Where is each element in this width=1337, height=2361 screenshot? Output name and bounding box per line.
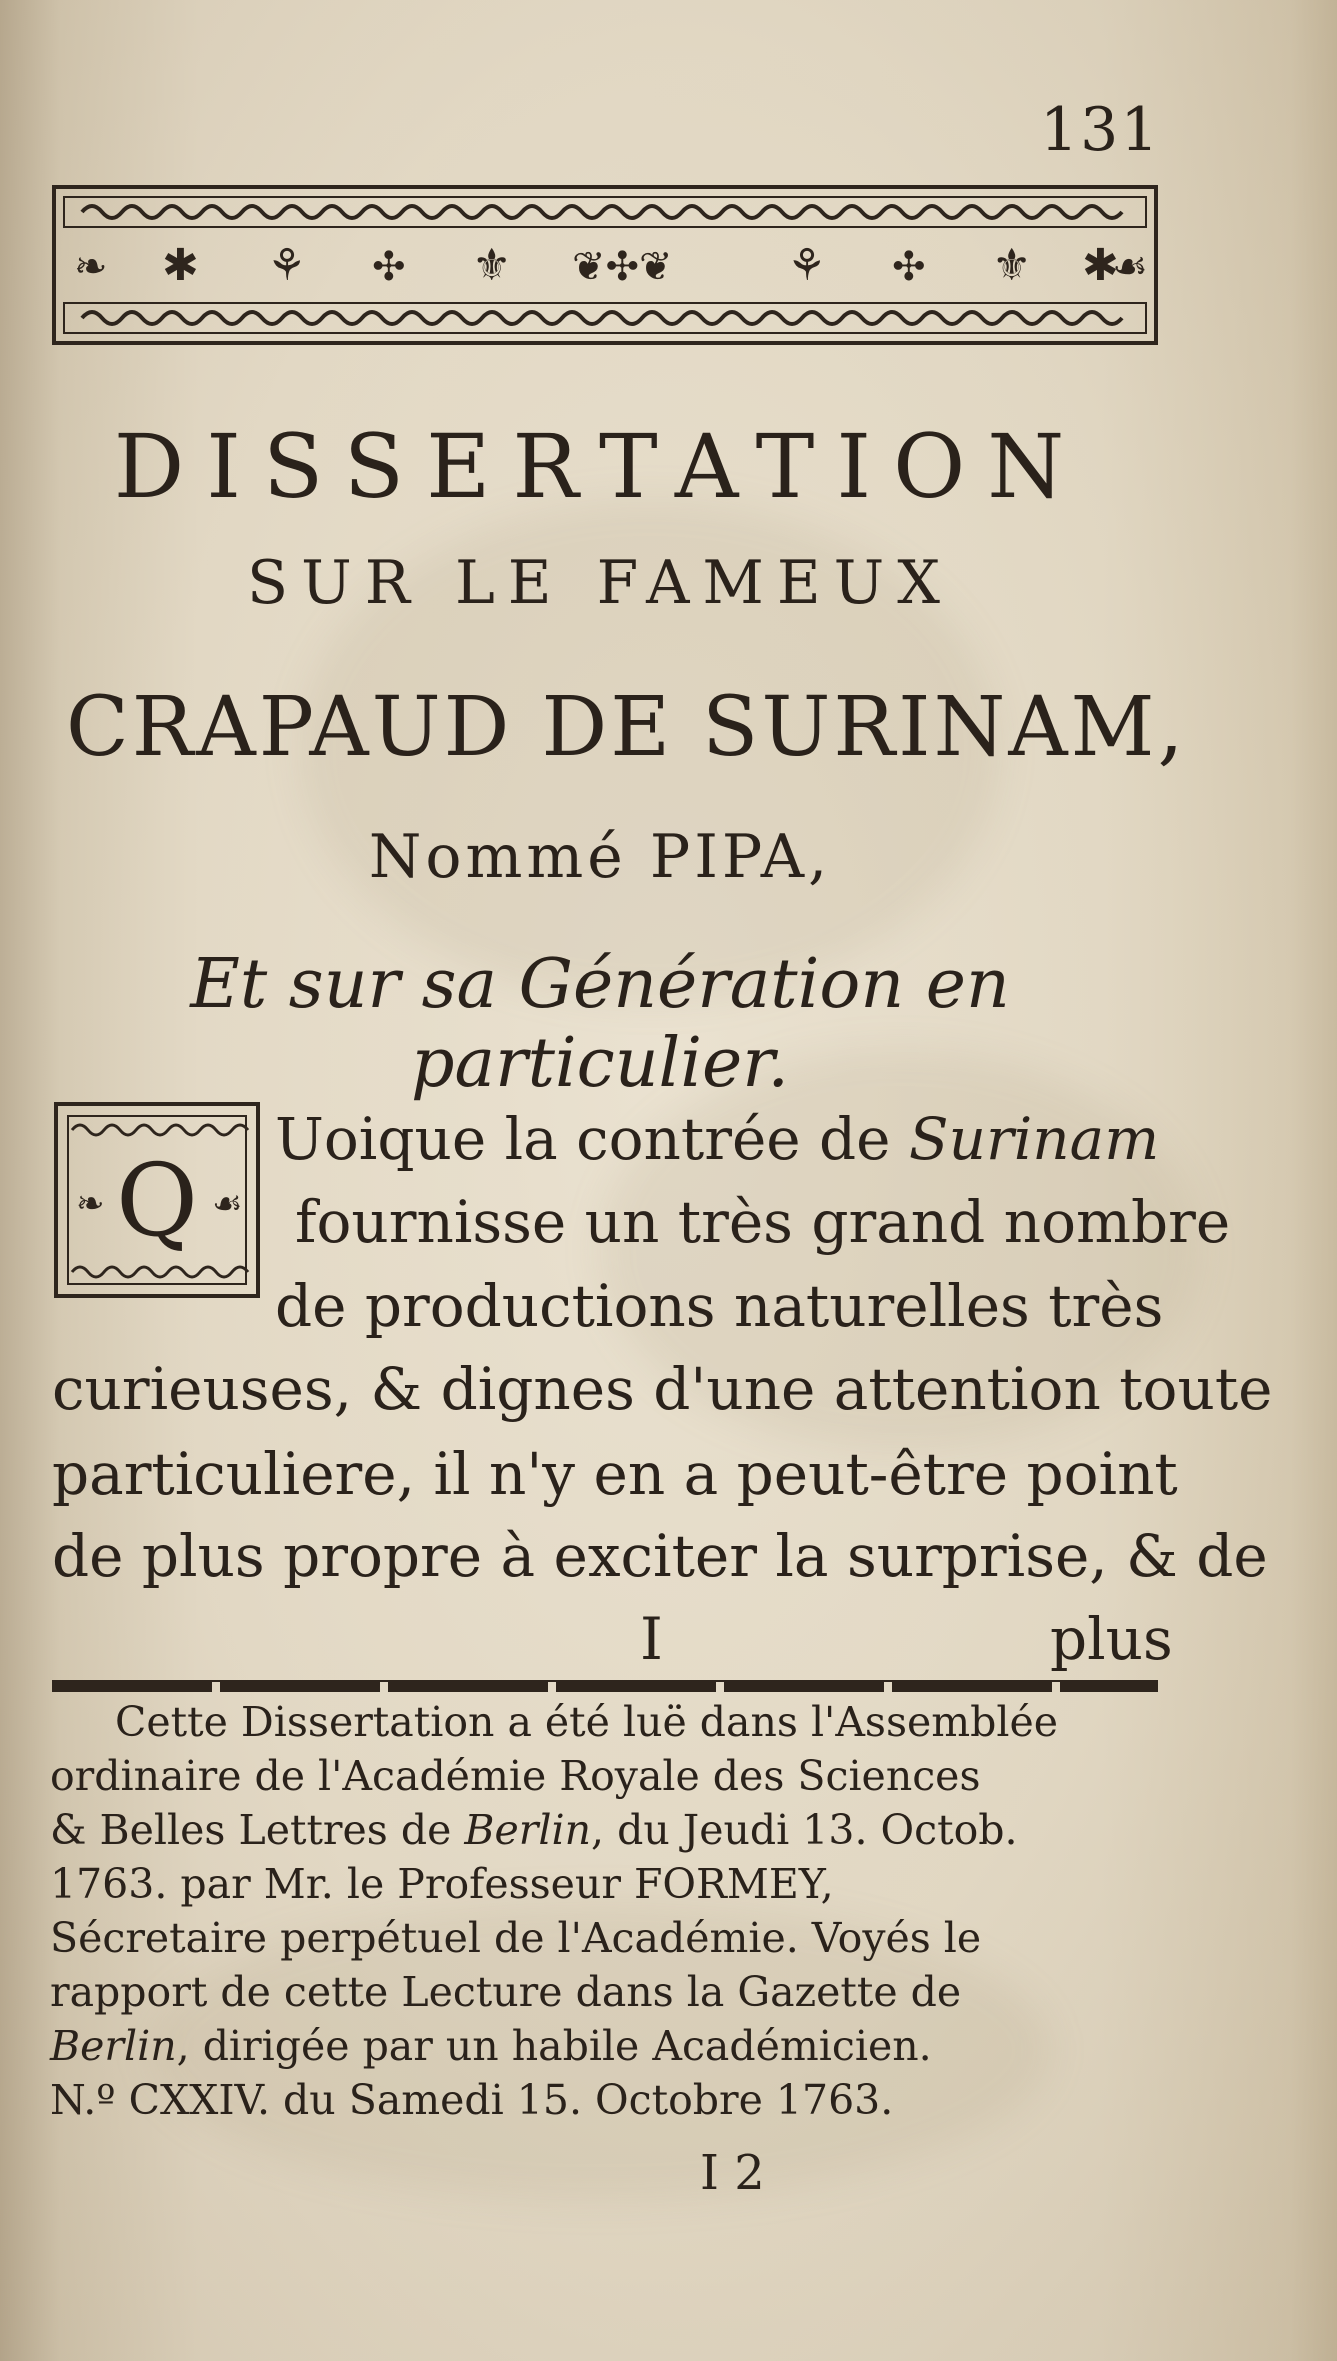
drop-cap-ornament [52,1100,262,1300]
body-line: Uoique la contrée de Surinam [275,1105,1160,1173]
svg-text:⚘: ⚘ [267,240,307,291]
title-crapaud-de-surinam: CRAPAUD DE SURINAM, [66,680,1187,775]
svg-text:☙: ☙ [1112,244,1148,290]
title-nomme-pipa: Nommé PIPA, [368,822,832,892]
title-dissertation: DISSERTATION [113,415,1087,518]
footnote-line: rapport de cette Lecture dans la Gazette de [50,1968,962,2016]
svg-text:☙: ☙ [212,1184,243,1224]
title-generation: Et sur sa Génération en particulier. [190,945,1010,1103]
body-line: de plus propre à exciter la surprise, & de [52,1522,1268,1590]
footnote-rule [52,1680,1158,1692]
svg-text:✱: ✱ [1082,240,1119,291]
footnote-line: N.º CXXIV. du Samedi 15. Octobre 1763. [50,2076,894,2124]
footnote-line: Berlin, dirigée par un habile Académicien. [50,2022,932,2070]
svg-text:❧: ❧ [74,244,108,290]
svg-text:❦✣❦: ❦✣❦ [572,244,673,290]
footnote-line: & Belles Lettres de Berlin, du Jeudi 13. Octob. [50,1806,1018,1854]
svg-text:❧: ❧ [76,1184,105,1224]
body-line: de productions naturelles très [275,1272,1164,1340]
body-line: particuliere, il n'y en a peut-être point [52,1440,1178,1508]
footnote-line: Sécretaire perpétuel de l'Académie. Voyés le [50,1914,982,1962]
footnote-line: ordinaire de l'Académie Royale des Sciences [50,1752,981,1800]
bottom-signature: I 2 [700,2145,765,2201]
svg-text:✣: ✣ [892,244,926,290]
signature-mark: I [640,1605,663,1673]
body-line: curieuses, & dignes d'une attention toute [52,1355,1273,1423]
page-number: 131 [1040,95,1161,165]
title-sur-le-fameux: SUR LE FAMEUX [247,548,953,618]
svg-text:⚜: ⚜ [472,240,512,291]
body-line: fournisse un très grand nombre [295,1188,1231,1256]
svg-text:⚘: ⚘ [787,240,827,291]
svg-text:✱: ✱ [162,240,199,291]
drop-cap-letter: Q [116,1142,198,1259]
footnote-line: Cette Dissertation a été luë dans l'Assemblée [115,1698,1059,1746]
catchword: plus [1050,1605,1173,1673]
headpiece-ornament [52,185,1158,345]
svg-text:⚜: ⚜ [992,240,1032,291]
footnote-line: 1763. par Mr. le Professeur FORMEY, [50,1860,834,1908]
svg-text:✣: ✣ [372,244,406,290]
